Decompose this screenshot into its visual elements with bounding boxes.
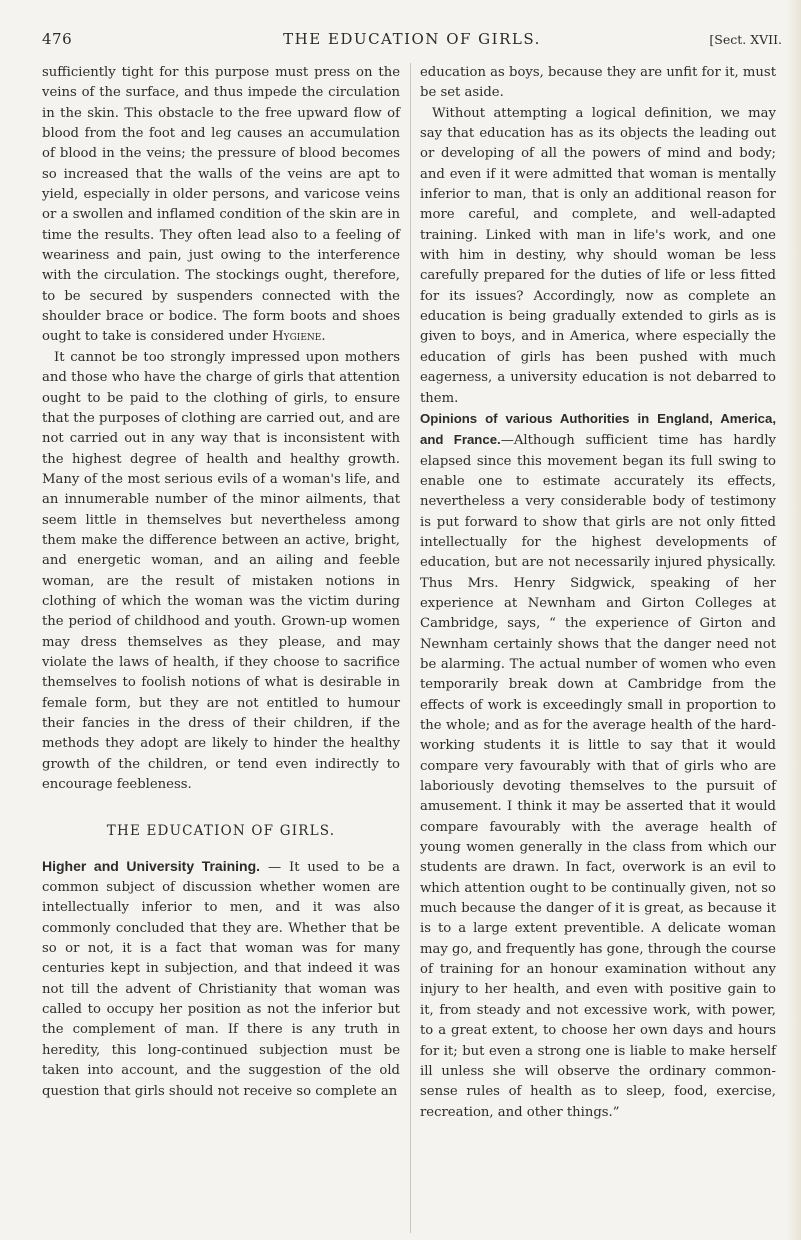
section-subheading: THE EDUCATION OF GIRLS. [106, 823, 336, 840]
run-in-heading-higher-training: Higher and University Training. [42, 857, 261, 874]
opinions-dash: — [500, 433, 514, 449]
hygiene-cross-reference: Hygiene [272, 329, 322, 345]
paragraph-stockings-text: sufficiently tight for this purpose must press on the veins of the surface, and thus impede the circulation in the skin. This obstacle to the free upward flow of blood from the foot and leg causes an accumulation of blood in the veins; the pressure of blood becomes so increased that the walls of the veins are apt to yield, especially in older persons, and varicose veins or a swollen and inflamed condition of the skin are in time the results. They often lead also to a feeling of weariness and pain, just owing to the interference with the circulation. The stockings ought, therefore, to be secured by suspenders connected with the shoulder brace or bodice. The form boots and shoes ought to take is considered under [42, 65, 400, 345]
right-column [420, 63, 776, 1123]
page-number: 476 [42, 30, 73, 48]
section-reference: [Sect. XVII. [709, 32, 782, 47]
page-edge-discoloration [787, 0, 801, 1240]
paragraph-continuation: education as boys, because they are unfit for it, must be set aside. [420, 65, 776, 101]
paragraph-higher-training [42, 856, 400, 1102]
paragraph-stockings-end: . [321, 329, 326, 345]
page-header [42, 30, 782, 52]
heading-dash: — [260, 859, 290, 875]
running-title: THE EDUCATION OF GIRLS. [283, 30, 541, 48]
run-in-heading-opinions: Opinions of various Authorities in England, America, and France. [420, 410, 776, 448]
left-column [42, 63, 400, 1102]
column-divider [410, 63, 411, 1233]
paragraph-stockings [42, 63, 400, 348]
paragraph-opinions [420, 409, 776, 1123]
paragraph-clothing-of-girls: It cannot be too strongly impressed upon mothers and those who have the charge of girls that attention ought to be paid to the clothing of girls, to ensure that the purposes of clothing are carried out, and are not carried out in any way that is inconsistent with the highest degree of health and healthy growth. Many of the most serious evils of a woman's life, and an innumerable number of the minor ailments, that seem little in themselves but nevertheless among them make the difference between an active, bright, and energetic woman, and an ailing and feeble woman, are the result of mistaken notions in clothing of which the woman was the victim during the period of childhood and youth. Grown-up women may dress themselves as they please, and may violate the laws of health, if they choose to sacrifice themselves to foolish notions of what is desirable in female form, but they are not entitled to humour their fancies in the dress of their children, if the methods they adopt are likely to hinder the healthy growth of the children, or tend even indirectly to encourage feebleness. [42, 349, 400, 793]
paragraph-definition-of-education: Without attempting a logical definition, we may say that education has as its objects the leading out or developing of all the powers of mind and body; and even if it were admitted that woman is mentally inferior to man, that is only an additional reason for more careful, and complete, and well-adapted training. Linked with man in life's work, and one with him in destiny, why should woman be less carefully prepared for the duties of life or less fitted for its issues? Accordingly, now as complete an education is being gradually extended to girls as is given to boys, and in America, where especially the education of girls has been pushed with much eagerness, a university education is not debarred to them. [420, 105, 776, 406]
paragraph-higher-training-text: It used to be a common subject of discussion whether women are intellectually inferior to men, and it was also commonly concluded that they are. Whether that be so or not, it is a fact that woman was for many centuries kept in subjection, and that indeed it was not till the advent of Christianity that woman was called to occupy her position as not the inferior but the complement of man. If there is any truth in heredity, this long-continued subjection must be taken into account, and the suggestion of the old question that girls should not receive so complete an [42, 859, 400, 1099]
paragraph-opinions-text: Although sufficient time has hardly elapsed since this movement began its full swing to enable one to estimate accurately its effects, nevertheless a very considerable body of testimony is put forward to show that girls are not only fitted intellectually for the highest developments of education, but are not necessarily injured physically. Thus Mrs. Henry Sidgwick, speaking of her experience at Newnham and Girton Colleges at Cambridge, says, “ the experience of Girton and Newnham certainly shows that the danger need not be alarming. The actual number of women who even temporarily break down at Cambridge from the effects of work is exceedingly small in proportion to the whole; and as for the average health of the hard-working students it is little to say that it would compare very favourably with that of girls who are laboriously devoting themselves to the pursuit of amusement. I think it may be asserted that it would compare favourably with the average health of young women generally in the class from which our students are drawn. In fact, overwork is an evil to which attention ought to be continually given, not so much because the danger of it is great, as because it is to a large extent preventible. A delicate woman may go, and frequently has gone, through the course of training for an honour examination without any injury to her health, and even with positive gain to it, from steady and not excessive work, with power, to a great extent, to choose her own days and hours for it; but even a strong one is liable to make herself ill unless she will observe the ordinary common-sense rules of health as to sleep, food, exercise, recreation, and other things.” [420, 433, 776, 1120]
